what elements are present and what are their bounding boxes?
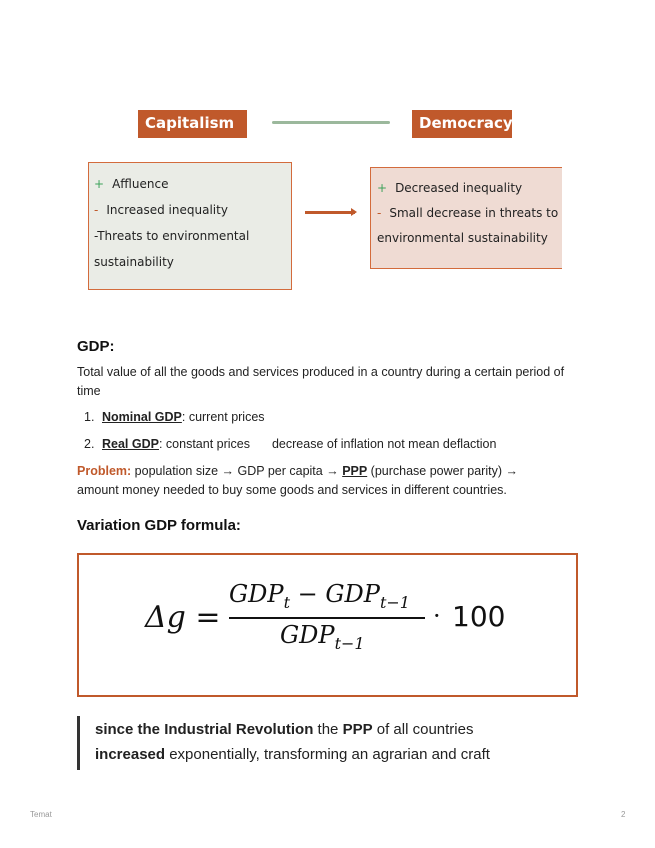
arrow-head-icon [351,208,357,216]
list-item: + Affluence [94,177,169,191]
arrow-right-icon [305,211,355,214]
formula-factor: 100 [452,600,506,633]
capitalism-panel [88,162,292,290]
list-item: + Decreased inequality [377,181,523,195]
list-item: environmental sustainability [377,231,548,245]
democracy-label: Democracy [412,110,512,138]
gdp-definition: Total value of all the goods and services produced in a country during a certain period of time [77,365,565,398]
problem-line: Problem: population size → GDP per capita → PPP (purchase power parity) → [77,464,518,478]
problem-line-2: amount money needed to buy some goods and services in different countries. [77,483,507,497]
formula-numerator: $GDP_t - GDP_{t-1}$ [229,580,410,612]
formula-denominator: $GDP_{t-1}$ [280,621,365,653]
page-number: 2 [621,810,626,819]
formula-lhs: Δg = [145,600,221,635]
multiply-dot: · [433,602,441,630]
fraction-bar [229,617,425,619]
gdp-heading: GDP: [77,338,115,355]
connector-line [272,121,390,124]
capitalism-label: Capitalism [138,110,247,138]
quote-bar [77,716,80,770]
list-item: - Small decrease in threats to [377,206,559,220]
list-item: 2. Real GDP: constant prices decrease of inflation not mean deflaction [84,437,497,451]
list-item: sustainability [94,255,174,269]
footer-left: Temat [30,810,52,819]
list-item: - Increased inequality [94,203,228,217]
democracy-panel [370,167,562,269]
formula-heading: Variation GDP formula: [77,517,241,534]
quote-text: since the Industrial Revolution the PPP of all countries increased exponentially, transforming an agrarian and craft [95,721,490,763]
list-item: 1. Nominal GDP: current prices [84,410,265,424]
list-item: -Threats to environmental [94,229,250,243]
